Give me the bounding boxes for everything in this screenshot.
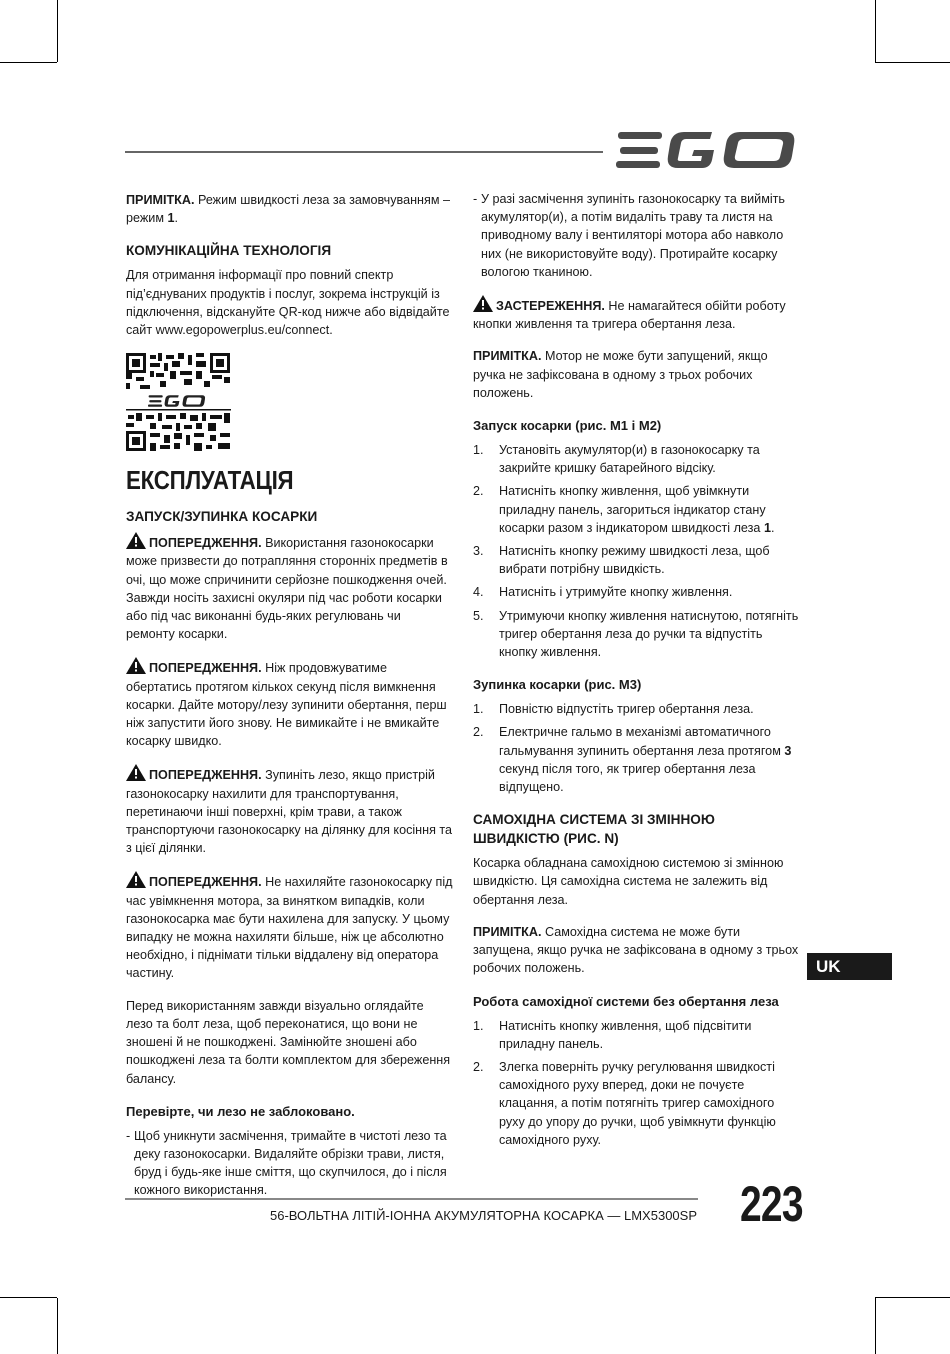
list-item: 1. Натисніть кнопку живлення, щоб підсвітити приладну панель. — [473, 1018, 752, 1051]
section-title: ЕКСПЛУАТАЦІЯ — [126, 465, 294, 496]
note-paragraph: ПРИМІТКА. Мотор не може бути запущений, якщо ручка не зафіксована в одному з трьох робочих положень. — [473, 349, 768, 400]
warning-icon — [126, 764, 146, 781]
warning-paragraph: ПОПЕРЕДЖЕННЯ. Зупиніть лезо, якщо пристрій газонокосарку нахилити для транспортування, перетинаючи інші поверхні, крім трави, а також транспортуючи газонокосарку на ділянку для косіння та з цієї ділянки. — [126, 764, 453, 857]
right-column — [473, 190, 801, 1163]
ego-logo — [616, 128, 802, 172]
list-item: 2. Натисніть кнопку живлення, щоб увімкнути приладну панель, загориться індикатор стану косарки разом з індикатором швидкості леза 1. — [473, 484, 775, 535]
warning-icon — [126, 871, 146, 888]
comm-heading: КОМУНІКАЦІЙНА ТЕХНОЛОГІЯ — [126, 243, 332, 259]
stop-steps — [473, 700, 801, 796]
language-tab: UK — [807, 953, 892, 980]
start-heading: Запуск косарки (рис. M1 і M2) — [473, 418, 662, 434]
check-heading: Перевірте, чи лезо не заблоковано. — [126, 1103, 355, 1119]
crop-mark — [0, 1297, 57, 1298]
inspect-text: Перед використанням завжди візуально оглядайте лезо та болт леза, щоб переконатися, що вони не зношені й не пошкоджені. Замінюйте зношені або пошкоджені леза та болти комплектом для збереження балансу. — [126, 998, 451, 1086]
note-paragraph: ПРИМІТКА. Самохідна система не може бути запущена, якщо ручка не зафіксована в одному з трьох робочих положень. — [473, 924, 799, 976]
start-steps — [473, 441, 801, 661]
header-rule — [125, 151, 603, 153]
warning-paragraph: ПОПЕРЕДЖЕННЯ. Використання газонокосарки може призвести до потрапляння сторонніх предметів в очі, що може спричинити серйозне пошкодження очей. Завжди носіть захисні окуляри під час роботи косарки або під час виконанні будь-яких регулювань чи ремонту косарки. — [126, 532, 453, 643]
caution-paragraph: ЗАСТЕРЕЖЕННЯ. Не намагайтеся обійти роботу кнопки живлення та тригера обертання леза. — [473, 295, 801, 333]
comm-text: Для отримання інформації про повний спектр під’єднуваних продуктів і послуг, зокрема інструкцій із підключення, відсканyйте QR-код нижче або відвідайте сайт www.egopowerplus.eu/connect. — [126, 268, 450, 338]
crop-mark — [0, 62, 57, 63]
no-blade-steps — [473, 1017, 801, 1149]
subsection-title: ЗАПУСК/ЗУПИНКА КОСАРКИ — [126, 509, 318, 525]
crop-mark — [57, 1298, 58, 1354]
dash-item: - Щоб уникнути засмічення, тримайте в чистоті лезо та деку газонокосарки. Видаляйте обрізки трави, листя, бруд і будь-яке інше сміття, що скупчилося, до і після кожного використання. — [126, 1128, 447, 1198]
footer-title: 56-ВОЛЬТНА ЛІТІЙ-ІОННА АКУМУЛЯТОРНА КОСАРКА — LMX5300SP — [270, 1208, 697, 1223]
crop-mark — [875, 62, 950, 63]
list-item: 2. Злегка поверніть ручку регулювання швидкості самохідного руху вперед, доки не почуєте клацання, а потім потягніть тригер самохідного руху до упору до ручки, щоб увімкнути функцію самохідного руху. — [473, 1059, 776, 1147]
list-item: 2. Електричне гальмо в механізмі автоматичного гальмування зупинить обертання леза протягом 3 секунд після того, як тригер обертання леза відпущено. — [473, 725, 792, 795]
warning-icon — [126, 657, 146, 674]
warning-paragraph: ПОПЕРЕДЖЕННЯ. Ніж продовжуватиме обертатись протягом кількох секунд після вимкнення косарки. Дайте мотору/лезу зупинити обертання, перш ніж запустити його знову. Не вимикайте і не вмикайте косарку швидко. — [126, 657, 453, 750]
crop-mark — [57, 0, 58, 62]
no-blade-heading: Робота самохідної системи без обертання леза — [473, 993, 779, 1009]
list-item: 1. Повністю відпустіть тригер обертання леза. — [473, 702, 754, 717]
crop-mark — [875, 1297, 950, 1298]
qr-code[interactable] — [126, 353, 231, 455]
left-column — [126, 191, 453, 1214]
stop-heading: Зупинка косарки (рис. M3) — [473, 677, 642, 693]
footer-rule — [125, 1198, 698, 1200]
dash-item: - У разі засмічення зупиніть газонокосарку та вийміть акумулятор(и), а потім видаліть траву та листя на приводному валу і вентиляторі мотора або навколо них (не використовуйте воду). Протирайте косарку вологою тканиною. — [473, 192, 785, 279]
warning-paragraph: ПОПЕРЕДЖЕННЯ. Не нахиляйте газонокосарку під час увімкнення мотора, за винятком випадків, коли газонокосарка має бути нахилена для запуску. У цьому випадку не можна нахиляти більше, ніж це абсолютно необхідно, і піднімати тільки віддалену від оператора частину. — [126, 871, 453, 982]
self-propel-heading: САМОХІДНА СИСТЕМА ЗІ ЗМІННОЮ ШВИДКІСТЮ (РИС. N) — [473, 812, 715, 847]
list-item: 3. Натисніть кнопку режиму швидкості леза, щоб вибрати потрібну швидкість. — [473, 544, 770, 577]
crop-mark — [875, 0, 876, 62]
page-number: 223 — [740, 1176, 803, 1232]
warning-icon — [126, 532, 146, 549]
list-item: 4. Натисніть і утримуйте кнопку живлення. — [473, 585, 733, 600]
list-item: 1. Установіть акумулятор(и) в газонокосарку та закрийте кришку батарейного відсіку. — [473, 443, 760, 476]
self-propel-text: Косарка обладнана самохідною системою зі змінною швидкістю. Ця самохідна система не залежить від обертання леза. — [473, 856, 784, 907]
crop-mark — [875, 1298, 876, 1354]
qr-graphic — [126, 353, 231, 455]
note-default-speed: ПРИМІТКА. Режим швидкості леза за замовчуванням – режим 1. — [126, 193, 450, 226]
warning-icon — [473, 295, 493, 312]
list-item: 5. Утримуючи кнопку живлення натиснутою, потягніть тригер обертання леза до ручки та відпустіть кнопку живлення. — [473, 608, 799, 660]
